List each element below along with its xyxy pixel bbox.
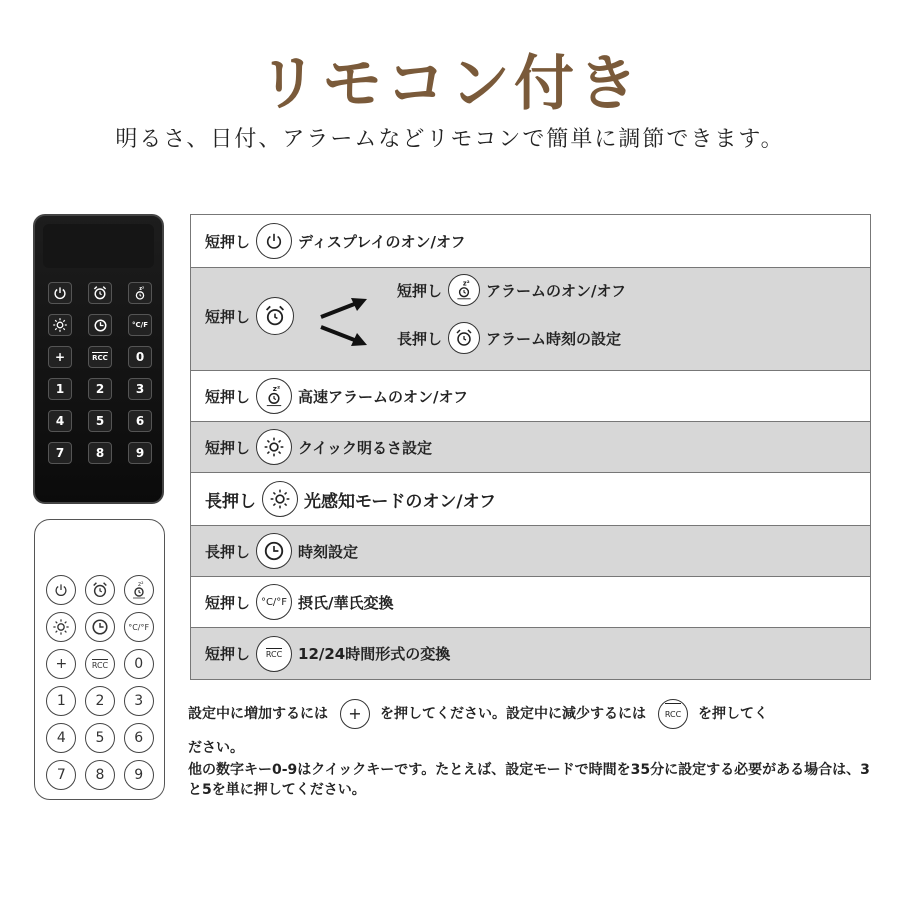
clock-icon	[93, 318, 108, 333]
digit-key-8[interactable]: 8	[85, 760, 115, 790]
white-remote-keypad	[45, 575, 155, 790]
digit-key-4[interactable]: 4	[46, 723, 76, 753]
clock-button-icon	[256, 533, 292, 569]
table-row-power	[191, 215, 870, 268]
digit-key-8[interactable]: 8	[88, 442, 112, 464]
digit-key-0[interactable]: 0	[128, 346, 152, 368]
clock-icon	[91, 618, 109, 636]
svg-text:z²: z²	[462, 279, 470, 288]
press-type-label: 短押し	[205, 438, 251, 457]
alarm-button-icon	[256, 297, 294, 335]
function-description: 時刻設定	[298, 542, 359, 561]
function-description: 摂氏/華氏変換	[298, 593, 394, 612]
press-type-label: 短押し	[205, 645, 251, 663]
function-description: 高速アラームのオン/オフ	[298, 387, 469, 406]
table-row-snooze	[191, 371, 870, 422]
snooze-alarm-icon	[129, 580, 149, 600]
press-type-label: 短押し	[205, 593, 251, 612]
rcc-button-icon: RCC	[256, 636, 292, 672]
digit-key-1[interactable]: 1	[48, 378, 72, 400]
table-row-brightness	[191, 422, 870, 473]
plus-key[interactable]: +	[48, 346, 72, 368]
arrow-down-right-icon	[319, 324, 369, 348]
brightness-key[interactable]	[46, 612, 76, 642]
black-remote-keypad	[45, 282, 155, 464]
power-button-icon	[256, 223, 292, 259]
power-icon	[265, 232, 283, 250]
remote-ir-window	[43, 224, 154, 268]
digit-key-1[interactable]: 1	[46, 686, 76, 716]
digit-key-2[interactable]: 2	[85, 686, 115, 716]
snooze-alarm-icon	[453, 279, 475, 301]
white-remote	[34, 519, 165, 800]
note-adjust-line-end: ださい。	[188, 740, 244, 756]
snooze-alarm-icon	[132, 285, 148, 301]
function-table	[190, 214, 871, 680]
brightness-icon	[52, 618, 70, 636]
clock-key[interactable]	[88, 314, 112, 336]
press-type-label: 短押し	[205, 232, 251, 251]
brightness-icon	[263, 436, 285, 458]
rcc-button-icon: RCC	[658, 699, 688, 729]
plus-button-icon: +	[340, 699, 370, 729]
svg-text:z²: z²	[137, 581, 144, 588]
alarm-clock-icon	[263, 304, 287, 328]
temp-unit-button-icon: °C/°F	[256, 584, 292, 620]
function-description: 光感知モードのオン/オフ	[304, 491, 497, 512]
snooze-button-icon	[448, 274, 480, 306]
alarm-button-icon	[448, 322, 480, 354]
digit-key-6[interactable]: 6	[128, 410, 152, 432]
press-type-label: 長押し	[205, 542, 251, 561]
digit-key-7[interactable]: 7	[48, 442, 72, 464]
brightness-key[interactable]	[48, 314, 72, 336]
arrow-up-right-icon	[319, 296, 369, 320]
page-subtitle: 明るさ、日付、アラームなどリモコンで簡単に調節できます。	[115, 127, 785, 152]
snooze-button-icon	[256, 378, 292, 414]
snooze-key[interactable]	[124, 575, 154, 605]
digit-key-3[interactable]: 3	[128, 378, 152, 400]
note-quick-keys: 他の数字キー0-9はクイックキーです。たとえば、設定モードで時間を35分に設定する必要がある場合は、3と5を単に押してください。	[188, 762, 870, 798]
table-row-light-sensor	[191, 473, 870, 526]
snooze-alarm-icon	[262, 384, 286, 408]
power-key[interactable]	[46, 575, 76, 605]
brightness-button-icon	[262, 481, 298, 517]
alarm-key[interactable]	[85, 575, 115, 605]
clock-key[interactable]	[85, 612, 115, 642]
alarm-long-press: 長押し アラーム時刻の設定	[397, 322, 621, 354]
rcc-key[interactable]: RCC	[85, 649, 115, 679]
digit-key-2[interactable]: 2	[88, 378, 112, 400]
brightness-icon	[269, 488, 291, 510]
brightness-icon	[52, 317, 68, 333]
table-row-time-set	[191, 526, 870, 577]
clock-icon	[263, 540, 285, 562]
table-row-alarm	[191, 268, 870, 371]
digit-key-4[interactable]: 4	[48, 410, 72, 432]
alarm-short-press: 短押し z² アラームのオン/オフ	[397, 274, 626, 306]
power-icon	[53, 286, 67, 300]
snooze-key[interactable]	[128, 282, 152, 304]
digit-key-9[interactable]: 9	[124, 760, 154, 790]
rcc-key[interactable]: RCC	[88, 346, 112, 368]
plus-key[interactable]: +	[46, 649, 76, 679]
function-description: 12/24時間形式の変換	[298, 645, 451, 663]
digit-key-6[interactable]: 6	[124, 723, 154, 753]
digit-key-9[interactable]: 9	[128, 442, 152, 464]
table-row-temp-unit	[191, 577, 870, 628]
power-icon	[54, 583, 68, 597]
note-adjust-line: 設定中に増加するには + を押してください。設定中に減少するには RCC を押してく	[188, 699, 878, 729]
alarm-clock-icon	[454, 328, 474, 348]
alarm-clock-icon	[92, 285, 108, 301]
digit-key-7[interactable]: 7	[46, 760, 76, 790]
digit-key-5[interactable]: 5	[88, 410, 112, 432]
press-type-label: 短押し	[205, 387, 251, 406]
digit-key-3[interactable]: 3	[124, 686, 154, 716]
power-key[interactable]	[48, 282, 72, 304]
svg-text:z²: z²	[272, 384, 281, 394]
temp-unit-key[interactable]: °C/°F	[124, 612, 154, 642]
svg-text:z²: z²	[139, 286, 145, 292]
black-remote	[33, 214, 164, 504]
brightness-button-icon	[256, 429, 292, 465]
function-description: クイック明るさ設定	[298, 438, 432, 457]
function-description: ディスプレイのオン/オフ	[298, 232, 466, 251]
press-type-label: 短押し	[205, 307, 251, 326]
table-row-hour-format	[191, 628, 870, 679]
temp-unit-key[interactable]: °C/F	[128, 314, 152, 336]
press-type-label: 長押し	[205, 491, 256, 512]
digit-key-5[interactable]: 5	[85, 723, 115, 753]
digit-key-0[interactable]: 0	[124, 649, 154, 679]
alarm-key[interactable]	[88, 282, 112, 304]
alarm-clock-icon	[91, 581, 109, 599]
page-title: リモコン付き	[258, 49, 642, 119]
